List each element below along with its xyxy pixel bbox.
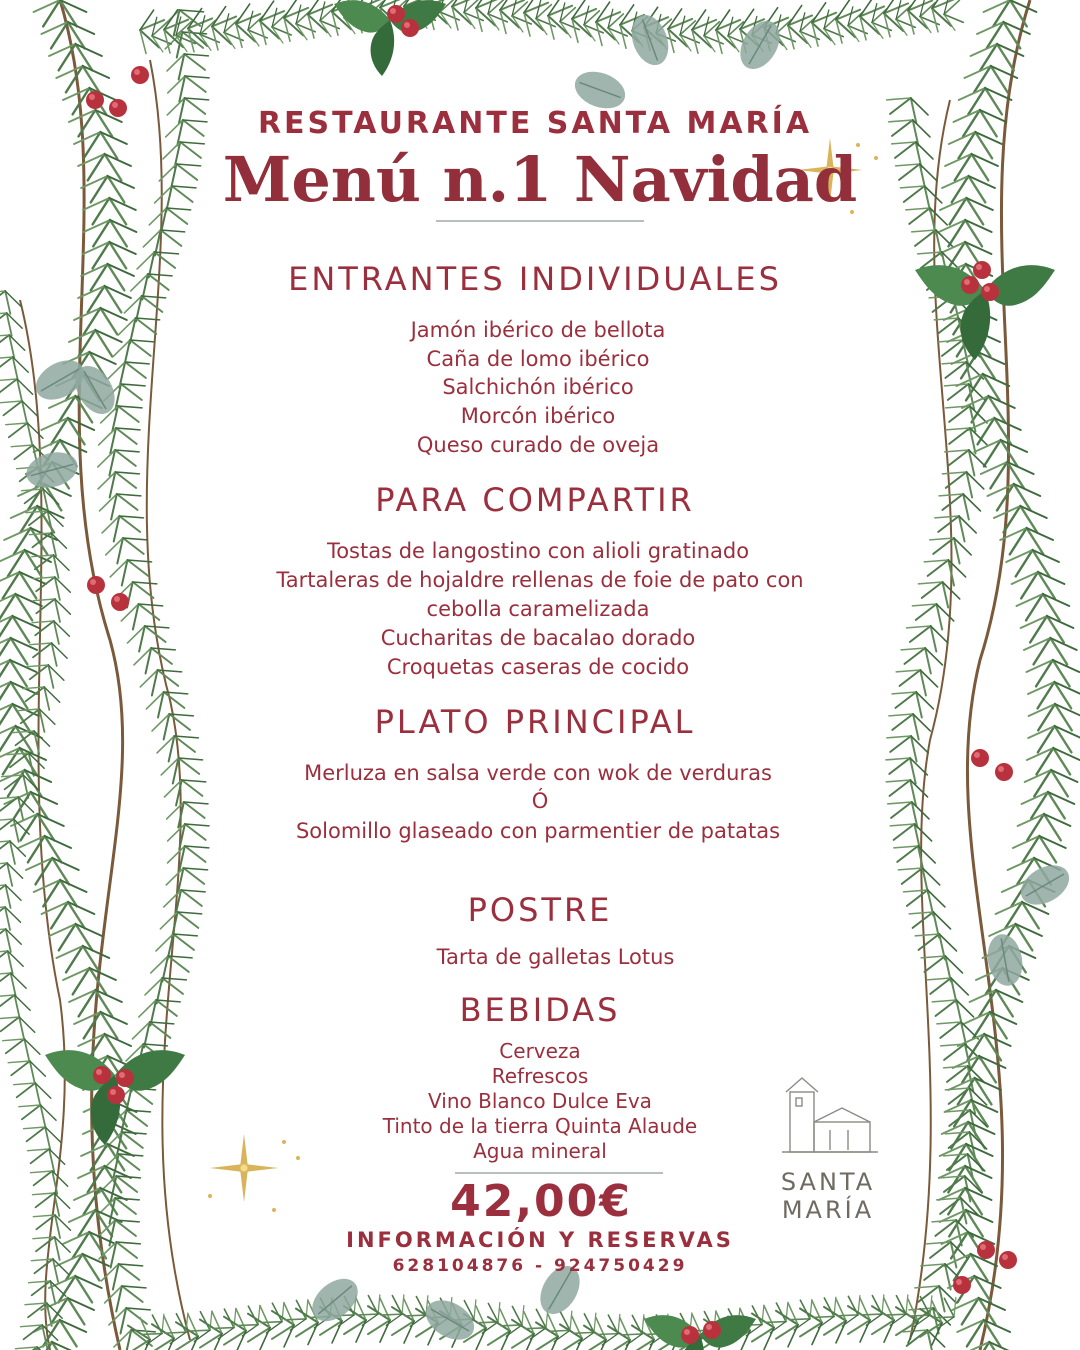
price: 42,00€ bbox=[450, 1176, 632, 1227]
logo-text: SANTA MARÍA bbox=[780, 1168, 876, 1224]
info-label: INFORMACIÓN Y RESERVAS bbox=[346, 1228, 734, 1252]
menu-item-or: Ó bbox=[531, 789, 549, 813]
title-divider bbox=[436, 220, 644, 222]
section-heading-bebidas: BEBIDAS bbox=[459, 991, 621, 1029]
section-heading-principal: PLATO PRINCIPAL bbox=[374, 703, 696, 741]
menu-item: Merluza en salsa verde con wok de verduras bbox=[304, 761, 772, 785]
menu-item: Vino Blanco Dulce Eva bbox=[428, 1089, 652, 1113]
menu-item: Caña de lomo ibérico bbox=[426, 347, 650, 371]
menu-item: Queso curado de oveja bbox=[416, 433, 660, 457]
menu-item: Tostas de langostino con alioli gratinado bbox=[326, 539, 750, 563]
price-divider bbox=[455, 1172, 663, 1174]
section-heading-postre: POSTRE bbox=[467, 891, 613, 929]
menu-item: Cucharitas de bacalao dorado bbox=[380, 626, 696, 650]
menu-title: Menú n.1 Navidad bbox=[222, 143, 858, 216]
menu-item: Salchichón ibérico bbox=[442, 375, 634, 399]
menu-item: Morcón ibérico bbox=[460, 404, 616, 428]
menu-item: Agua mineral bbox=[473, 1139, 607, 1163]
menu-item: Jamón ibérico de bellota bbox=[410, 318, 666, 342]
menu-item: Tartaleras de hojaldre rellenas de foie de pato con bbox=[276, 568, 804, 592]
restaurant-name: RESTAURANTE SANTA MARÍA bbox=[257, 106, 813, 141]
menu-item: cebolla caramelizada bbox=[426, 597, 650, 621]
menu-item: Cerveza bbox=[499, 1039, 581, 1063]
menu-item: Tinto de la tierra Quinta Alaude bbox=[382, 1114, 698, 1138]
menu-item: Tarta de galletas Lotus bbox=[436, 945, 675, 969]
section-heading-compartir: PARA COMPARTIR bbox=[375, 481, 695, 519]
section-heading-entrantes: ENTRANTES INDIVIDUALES bbox=[288, 260, 782, 298]
menu-item: Refrescos bbox=[491, 1064, 589, 1088]
phone-numbers: 628104876 - 924750429 bbox=[392, 1256, 688, 1276]
menu-item: Croquetas caseras de cocido bbox=[386, 655, 690, 679]
menu-item: Solomillo glaseado con parmentier de patatas bbox=[295, 819, 781, 843]
